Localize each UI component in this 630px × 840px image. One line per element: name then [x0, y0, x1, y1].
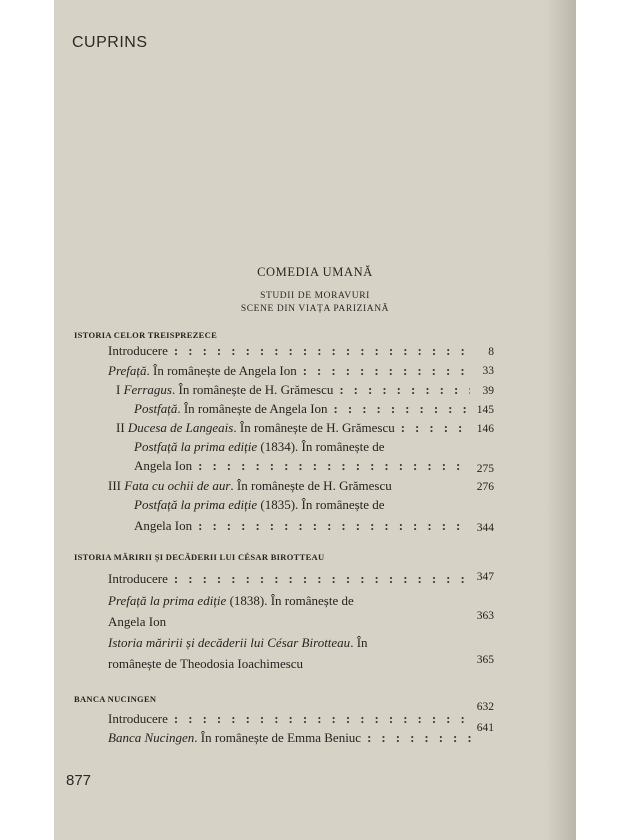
table-of-contents [54, 0, 576, 840]
entry-work: Prefață la prima ediție [108, 593, 227, 608]
page-number: 145 [476, 404, 494, 416]
toc-entry [134, 496, 474, 514]
entry-prefix: III [108, 478, 125, 493]
entry-text: . În românește de Angela Ion [177, 401, 328, 416]
toc-entry [108, 477, 474, 495]
entry-text: românește de Theodosia Ioachimescu [108, 656, 304, 671]
subtitle-scenes: SCENE DIN VIAȚA PARIZIANĂ [240, 304, 390, 314]
toc-entry [108, 592, 474, 610]
toc-entry [108, 342, 470, 360]
toc-entry [108, 655, 428, 673]
page-number: 33 [482, 365, 494, 377]
page-number: 275 [476, 463, 494, 475]
entry-prefix: II [116, 420, 128, 435]
dot-leader [334, 400, 470, 418]
page-number-footer: 877 [66, 772, 92, 789]
entry-text: Angela Ion [134, 518, 193, 533]
entry-prefix: I [116, 382, 124, 397]
entry-text: (1835). În românește de [257, 497, 385, 512]
entry-work: Postfață la prima ediție [134, 439, 258, 454]
entry-text: . În românește de H. Grămescu [171, 382, 334, 397]
dot-leader [198, 457, 470, 475]
entry-text: . În românește de H. Grămescu [233, 420, 395, 435]
entry-work: Fata cu ochii de aur [124, 478, 231, 493]
dot-leader [303, 362, 470, 380]
entry-work: Prefață [108, 363, 147, 378]
dot-leader [339, 381, 470, 399]
toc-entry [116, 419, 470, 437]
entry-work: Ducesa de Langeais [127, 420, 234, 435]
entry-text: . În românește de Angela Ion [146, 363, 297, 378]
entry-text: (1838). În românește de [226, 593, 354, 608]
page-number: 39 [482, 385, 494, 397]
entry-text: Angela Ion [108, 614, 167, 629]
toc-entry [108, 634, 474, 652]
entry-work: Ferragus [123, 382, 172, 397]
section-title: ISTORIA MĂRIRII ȘI DECĂDERII LUI CÉSAR BIROTTEAU [74, 552, 325, 562]
toc-entry [108, 613, 408, 631]
toc-entry [108, 570, 470, 588]
toc-entry [134, 457, 470, 475]
toc-entry [108, 710, 470, 728]
entry-work: Istoria măririi și decăderii lui César Birotteau [108, 635, 351, 650]
book-page [54, 0, 576, 840]
page-header: CUPRINS [72, 34, 148, 51]
toc-entry [134, 400, 470, 418]
dot-leader [174, 710, 470, 728]
entry-text: . În românește de Emma Beniuc [194, 730, 362, 745]
toc-entry [108, 729, 480, 747]
dot-leader [174, 342, 470, 360]
dot-leader [174, 570, 470, 588]
entry-work: Banca Nucingen [108, 730, 195, 745]
section-title: ISTORIA CELOR TREISPREZECE [74, 330, 218, 340]
dot-leader [198, 517, 470, 535]
entry-text: Introducere [108, 711, 168, 726]
page-number: 276 [476, 481, 494, 493]
main-title: COMEDIA UMANĂ [257, 265, 373, 279]
entry-text: Introducere [108, 571, 168, 586]
page-number: 146 [476, 423, 494, 435]
entry-text: (1834). În românește de [257, 439, 385, 454]
page-number: 347 [476, 571, 494, 583]
entry-text: . În românește de H. Grămescu [230, 478, 392, 493]
page-number: 641 [476, 722, 494, 734]
page-number: 8 [488, 346, 494, 358]
section-title: BANCA NUCINGEN [74, 694, 157, 704]
toc-entry [134, 438, 474, 456]
subtitle-studies: STUDII DE MORAVURI [260, 291, 370, 301]
entry-text: Angela Ion [134, 458, 193, 473]
toc-entry [116, 381, 470, 399]
page-number: 344 [476, 522, 494, 534]
page-number: 365 [476, 654, 494, 666]
entry-work: Postfață la prima ediție [134, 497, 258, 512]
entry-work: Postfață [134, 401, 178, 416]
toc-entry [134, 517, 470, 535]
entry-text: Introducere [108, 343, 168, 358]
toc-entry [108, 362, 470, 380]
entry-text: . În [350, 635, 368, 650]
page-number: 363 [476, 610, 494, 622]
page-number: 632 [476, 701, 494, 713]
